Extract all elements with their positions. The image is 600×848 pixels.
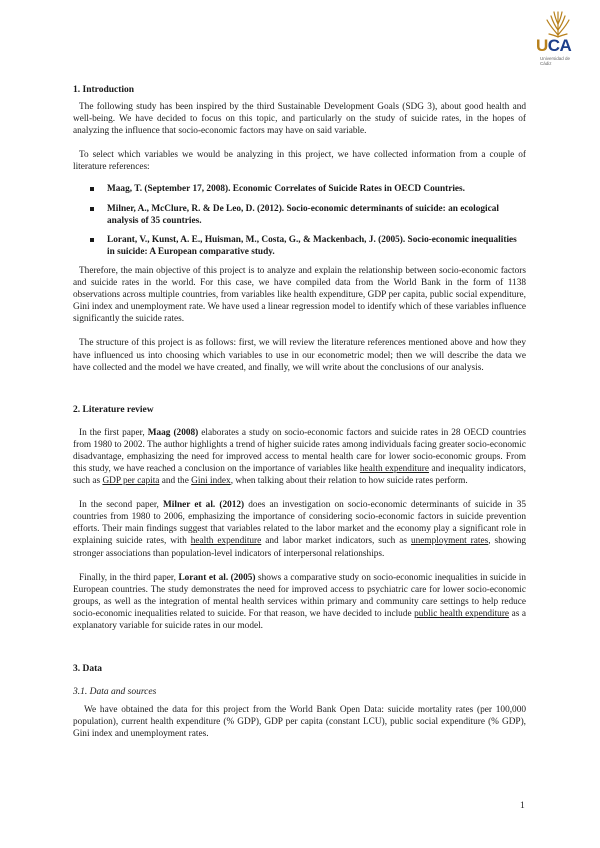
reference-list [73,183,526,257]
bullet-icon [90,207,94,211]
section-heading-data: 3. Data [73,664,103,675]
intro-paragraph-3: Therefore, the main objective of this project is to analyze and explain the relationship between socio-economic factors and suicide rates in the world. For this case, we have compiled data from the World Bank in the form of 1138 observations across multiple countries, from variables like health expenditure, GDP per capita, public social expenditure, Gini index and unemployment rate. We have used a linear regression model to identify which of these variables influence significantly the suicide rates. [73,265,526,325]
document-body [73,84,526,740]
list-item: Milner, A., McClure, R. & De Leo, D. (2012). Socio-economic determinants of suicide: an ecological analysis of 35 countries. [73,203,526,227]
list-item: Lorant, V., Kunst, A. E., Huisman, M., Costa, G., & Mackenbach, J. (2005). Socio-economic inequalities in suicide: A European comparative study. [73,234,526,258]
list-item: Maag, T. (September 17, 2008). Economic Correlates of Suicide Rates in OECD Countries. [73,183,526,195]
uca-logo [531,8,585,68]
logo-subtitle: Universidad de Cádiz [540,56,571,66]
intro-paragraph-4: The structure of this project is as follows: first, we will review the literature references mentioned above and how they have influenced us into choosing which variables to use in our econometric model; then we will describe the data we have collected and the model we have created, and finally, we will write about the conclusions of our analysis. [73,338,526,373]
intro-paragraph-2: To select which variables we would be analyzing in this project, we have collected information from a couple of literature references: [73,150,526,173]
literature-paragraph-2: In the second paper, Milner et al. (2012) does an investigation on socio-economic determinants of suicide in 35 countries from 1980 to 2006, emphasizing the importance of considering socio-economic factors in suicide prevention efforts. Their main findings suggest that variables related to the labor market and the economy play a significant role in explaining suicide rates, with health expenditure and labor market indicators, such as unemployment rates, showing stronger associations than population-level indicators of interpersonal relationships. [73,500,527,559]
bullet-icon [90,238,94,242]
university-emblem-icon [544,8,572,38]
intro-paragraph-1: The following study has been inspired by the third Sustainable Development Goals (SDG 3), about good health and well-being. We have decided to focus on this topic, and particularly on the study of suicide rates, in the hopes of analyzing the influence that socio-economic factors may have on said variable. [73,102,526,137]
section-heading-literature-review: 2. Literature review [73,404,154,415]
logo-wordmark: UCA [536,36,572,55]
data-paragraph-1: We have obtained the data for this project from the World Bank Open Data: suicide mortality rates (per 100,000 population), current health expenditure (% GDP), GDP per capita (constant LCU), public social expenditure (% GDP), Gini index and unemployment rates. [73,705,526,740]
page-number: 1 [520,801,525,811]
bullet-icon [90,187,94,191]
literature-paragraph-3: Finally, in the third paper, Lorant et al. (2005) shows a comparative study on socio-economic inequalities in suicide in European countries. The study demonstrates the need for improved access to psychiatric care for lower socio-economic groups, as well as the integration of mental health services within primary and community care settings to help reduce socio-economic inequalities related to suicide. For that reason, we have decided to include public health expenditure as a explanatory variable for suicide rates in our model. [73,572,526,631]
subsection-heading-data-sources: 3.1. Data and sources [73,687,157,698]
literature-paragraph-1: In the first paper, Maag (2008) elaborates a study on socio-economic factors and suicide rates in 28 OECD countries from 1980 to 2002. The author highlights a trend of higher suicide rates among individuals facing greater socio-economic disadvantage, emphasizing the need for improved access to mental health care for lower socio-economic groups. From this study, we have reached a conclusion on the importance of variables like health expenditure and inequality indicators, such as GDP per capita and the Gini index, when talking about their relation to how suicide rates perform. [73,427,526,487]
section-heading-introduction: 1. Introduction [73,85,135,95]
